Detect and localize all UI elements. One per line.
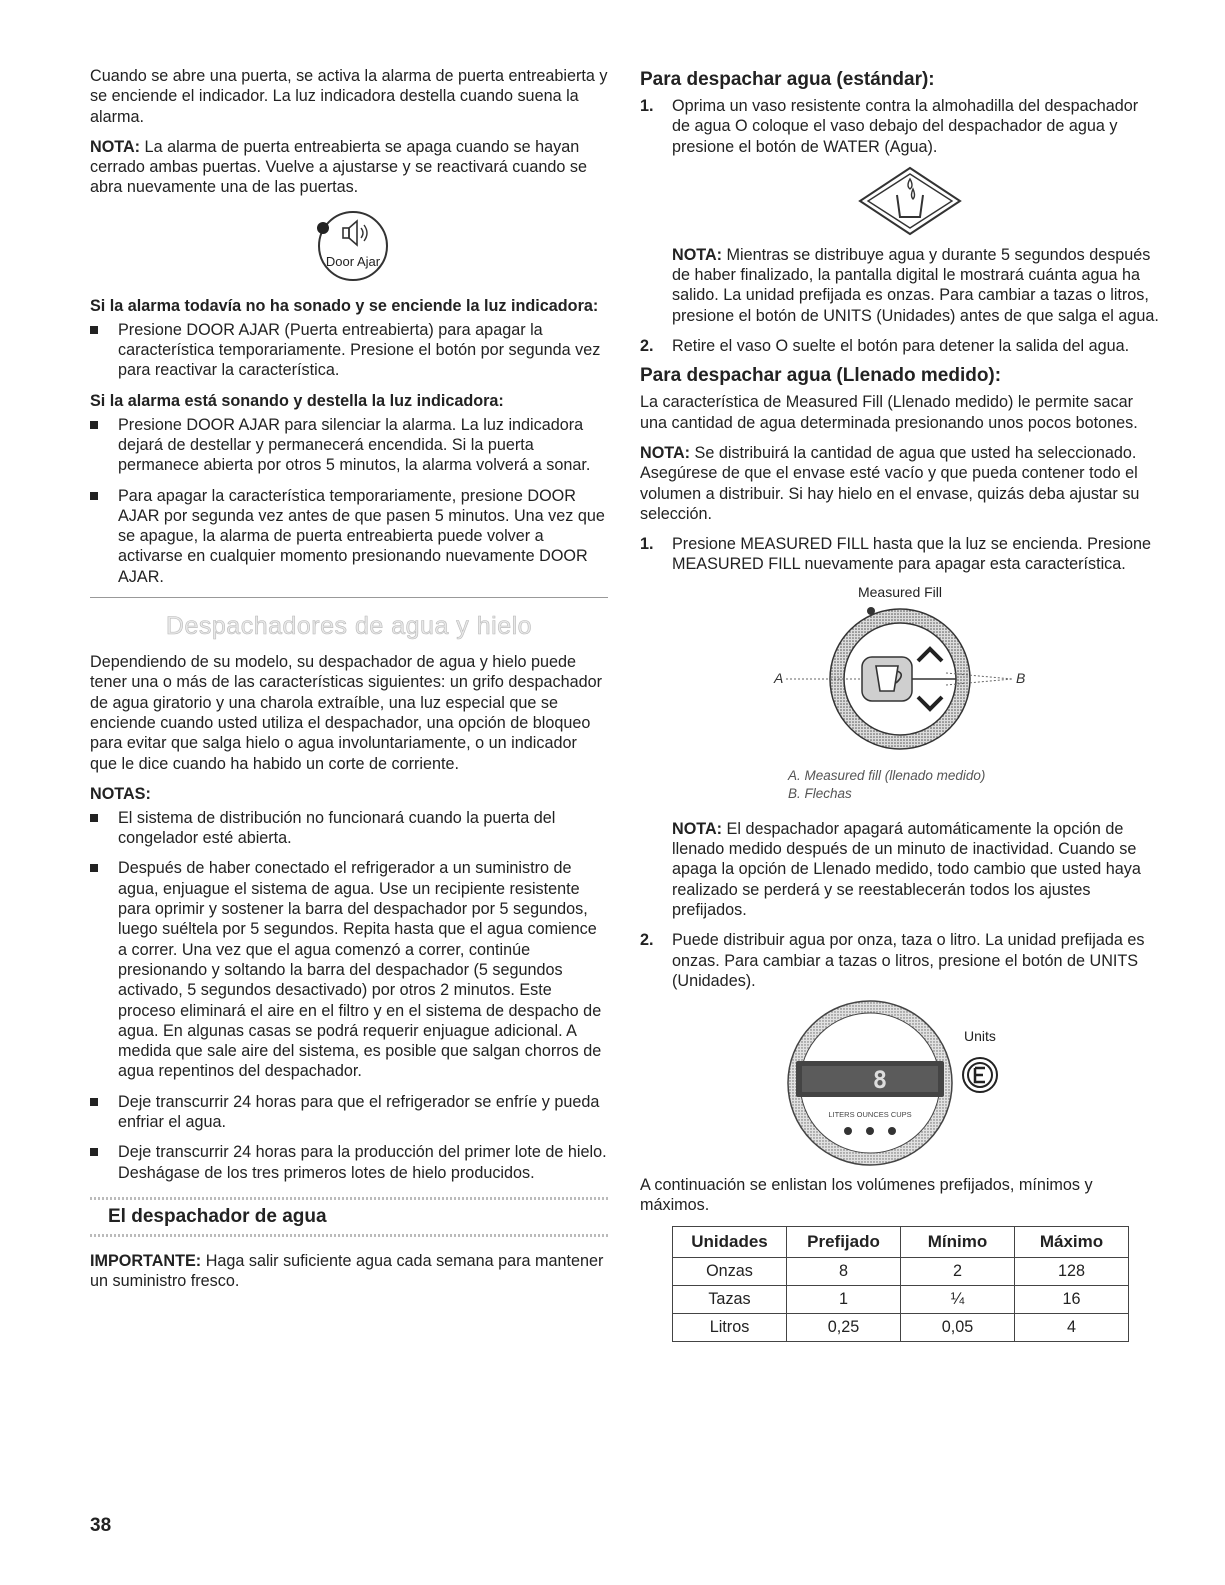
list-item — [90, 858, 608, 1081]
table-cell: Onzas — [673, 1257, 787, 1285]
steps-measured-2 — [640, 930, 1160, 991]
list-item-text: Presione DOOR AJAR para silenciar la alarma. La luz indicadora dejará de destellar y permanecerá encendida. Si la puerta permanece abierta por otros 5 minutos, la alarma volverá a sonar. — [118, 415, 591, 475]
nota2-text: Se distribuirá la cantidad de agua que usted ha seleccionado. Asegúrese de que el envase esté vacío y que pueda contener todo el volumen a distribuir. Si hay hielo en el envase, quizás deba ajustar su selección. — [640, 443, 1140, 523]
bullet-icon — [90, 1148, 98, 1156]
step-text: Oprima un vaso resistente contra la almohadilla del despachador de agua O coloque el vaso debajo del despachador de agua y presione el botón de WATER (Agua). — [672, 97, 1139, 156]
list-item — [90, 486, 608, 587]
bullet-icon — [90, 492, 98, 500]
section-title: Despachadores de agua y hielo — [165, 612, 533, 641]
bullet-icon — [90, 1098, 98, 1106]
label-b: B — [1016, 669, 1026, 686]
nota1-text: Mientras se distribuye agua y durante 5 segundos después de haber finalizado, la pantalla digital le mostrará cuánta agua ha salido. La unidad prefijada es onzas. Para cambiar a tazas o litros, presione el botón de UNITS (Unidades) antes de que salga el agua. — [672, 245, 1159, 325]
list-item-text: Deje transcurrir 24 horas para la producción del primer lote de hielo. Deshágase de los tres primeros lotes de hielo producidos. — [118, 1143, 607, 1182]
list-item-text: Después de haber conectado el refrigerador a un suministro de agua, enjuague el sistema de agua. Use un recipiente resistente para oprimir y sostener la barra del despachador por 5 segundos, luego suéltela por 5 segundos. Repita hasta que el agua comience a correr. Una vez que el agua comenzó a correr, continúe presionando y soltando la barra del despachador (5 segundos activado, 5 segundos desactivado) por otros 2 minutos. Este proceso eliminará el aire en el filtro y en el sistema de despacho de agua. En algunas casas se podrá requerir enjuague adicional. A medida que sale aire del sistema, es posible que salgan chorros de agua repentinos del despachador. — [118, 859, 602, 1081]
step-text: Retire el vaso O suelte el botón para detener la salida del agua. — [672, 337, 1130, 356]
list-item — [90, 415, 608, 476]
units-figure — [640, 999, 1160, 1169]
nota1-label: NOTA: — [672, 245, 723, 264]
table-cell: 2 — [901, 1257, 1015, 1285]
page-number: 38 — [90, 1515, 112, 1536]
measured-fill-figure — [640, 583, 1160, 763]
list-item-text: El sistema de distribución no funcionará cuando la puerta del congelador esté abierta. — [118, 808, 556, 848]
door-ajar-figure — [90, 208, 608, 284]
nota1-paragraph — [640, 245, 1160, 326]
table-header-cell: Mínimo — [901, 1226, 1015, 1257]
box-heading — [90, 1197, 608, 1237]
door-ajar-icon-label: Door Ajar — [325, 253, 381, 269]
table-cell: 0,05 — [901, 1313, 1015, 1341]
table-cell: 8 — [787, 1257, 901, 1285]
step-text: Puede distribuir agua por onza, taza o litro. La unidad prefijada es onzas. Para cambiar a tazas o litros, presione el botón de UNITS (Unidades). — [672, 931, 1145, 990]
list-item-text: Presione DOOR AJAR (Puerta entreabierta) para apagar la característica temporariamente. Presione el botón por segunda vez para reactivar la característica. — [118, 320, 601, 380]
nota-label: NOTA: — [90, 137, 141, 156]
nota-text: La alarma de puerta entreabierta se apaga cuando se hayan cerrado ambas puertas. Vuelve a ajustarse y se reactivará cuando se abra nuevamente una de las puertas. — [90, 137, 587, 197]
table-header-cell: Prefijado — [787, 1226, 901, 1257]
table-cell: ¼ — [901, 1285, 1015, 1313]
step-number: 2. — [640, 931, 654, 950]
table-row — [673, 1257, 1129, 1285]
hatch-rule-bottom — [90, 1234, 608, 1237]
bullets-sounding — [90, 415, 608, 587]
intro-paragraph: Dependiendo de su modelo, su despachador de agua y hielo puede tener una o más de las características siguientes: un grifo despachador de agua giratorio y una charola extraíble, una luz especial que se enciende cuando usted utiliza el despachador, una opción de bloqueo para evitar que salga hielo o agua involuntariamente, o un indicador que le dice cuando ha habido un corte de corriente. — [90, 653, 602, 773]
table-cell: 128 — [1015, 1257, 1129, 1285]
step-number: 1. — [640, 535, 654, 554]
notas-label: NOTAS: — [90, 784, 151, 803]
list-item — [640, 534, 1160, 575]
list-item-text: Para apagar la característica temporariamente, presione DOOR AJAR por segunda vez antes de que pasen 5 minutos. Una vez que se apague, la alarma de puerta entreabierta puede volver a activarse en cualquier momento presionando nuevamente DOOR AJAR. — [118, 486, 605, 586]
water-button-figure — [660, 165, 1160, 237]
nota3-paragraph — [640, 819, 1160, 920]
step-number: 2. — [640, 337, 654, 356]
heading-not-sounded: Si la alarma todavía no ha sonado y se enciende la luz indicadora: — [90, 296, 599, 315]
table-cell: 0,25 — [787, 1313, 901, 1341]
box-heading-title: El despachador de agua — [108, 1205, 327, 1227]
heading-standard: Para despachar agua (estándar): — [640, 69, 935, 90]
units-scale-labels: LITERS OUNCES CUPS — [828, 1110, 912, 1120]
heading-measured: Para despachar agua (Llenado medido): — [640, 365, 1002, 387]
measured-fill-diagram — [750, 583, 1050, 763]
nota3-label: NOTA: — [672, 819, 723, 838]
water-dispense-icon — [855, 165, 965, 237]
table-cell: Tazas — [673, 1285, 787, 1313]
caption-b: B. Flechas — [788, 785, 852, 801]
bullet-icon — [90, 421, 98, 429]
measured-paragraph: La característica de Measured Fill (Llenado medido) le permite sacar una cantidad de agua determinada presionando unos pocos botones. — [640, 393, 1138, 432]
measured-fill-title: Measured Fill — [857, 583, 943, 600]
step-text: Presione MEASURED FILL hasta que la luz se encienda. Presione MEASURED FILL nuevamente para apagar esta característica. — [672, 535, 1151, 574]
nota3-text: El despachador apagará automáticamente la opción de llenado medido después de un minuto de inactividad. Cuando se apaga la opción de Llenado medido, todo cambio que usted haya realizado se perderá y se reestablecerán todos los ajustes prefijados. — [672, 819, 1141, 919]
list-item — [640, 96, 1160, 157]
table-header-cell: Máximo — [1015, 1226, 1129, 1257]
list-item — [90, 1092, 608, 1133]
table-cell: 1 — [787, 1285, 901, 1313]
label-a: A — [774, 669, 784, 686]
door-open-paragraph: Cuando se abre una puerta, se activa la alarma de puerta entreabierta y se enciende el indicador. La luz indicadora destella cuando suena la alarma. — [90, 67, 608, 126]
units-title: Units — [964, 1028, 996, 1045]
table-cell: Litros — [673, 1313, 787, 1341]
cup-icon — [876, 666, 898, 691]
bullets-not-sounded — [90, 320, 608, 381]
list-item — [90, 1142, 608, 1183]
section-divider — [90, 597, 608, 598]
bullet-icon — [90, 864, 98, 872]
bullet-icon — [90, 814, 98, 822]
nota-paragraph — [90, 137, 608, 198]
nota2-paragraph — [640, 443, 1160, 524]
left-column — [90, 66, 608, 1301]
importante-paragraph — [90, 1251, 608, 1292]
importante-text: Haga salir suficiente agua cada semana para mantener un suministro fresco. — [90, 1251, 604, 1291]
steps-measured-1 — [640, 534, 1160, 575]
step-number: 1. — [640, 97, 654, 115]
table-row — [673, 1313, 1129, 1341]
units-diagram — [750, 999, 1050, 1169]
nota2-label: NOTA: — [640, 443, 691, 462]
door-ajar-icon — [299, 208, 399, 284]
steps-standard-2 — [640, 336, 1160, 356]
notas-bullets — [90, 808, 608, 1183]
list-item — [90, 808, 608, 849]
list-item — [640, 336, 1160, 356]
table-header-row — [673, 1226, 1129, 1257]
list-item — [90, 320, 608, 381]
volumes-table — [672, 1226, 1129, 1342]
right-column — [640, 66, 1160, 1342]
list-item — [640, 930, 1160, 991]
importante-label: IMPORTANTE: — [90, 1251, 202, 1270]
figure-caption — [788, 767, 1160, 803]
caption-a: A. Measured fill (llenado medido) — [788, 767, 986, 783]
table-cell: 4 — [1015, 1313, 1129, 1341]
bullet-icon — [90, 326, 98, 334]
units-display-digit: 8 — [872, 1066, 888, 1095]
steps-standard — [640, 96, 1160, 157]
list-item-text: Deje transcurrir 24 horas para que el refrigerador se enfríe y pueda enfriar el agua. — [118, 1092, 600, 1131]
heading-sounding: Si la alarma está sonando y destella la luz indicadora: — [90, 391, 504, 410]
hatch-rule-top — [90, 1197, 608, 1200]
table-intro-paragraph: A continuación se enlistan los volúmenes prefijados, mínimos y máximos. — [640, 1176, 1093, 1215]
table-row — [673, 1285, 1129, 1313]
table-cell: 16 — [1015, 1285, 1129, 1313]
table-header-cell: Unidades — [673, 1226, 787, 1257]
